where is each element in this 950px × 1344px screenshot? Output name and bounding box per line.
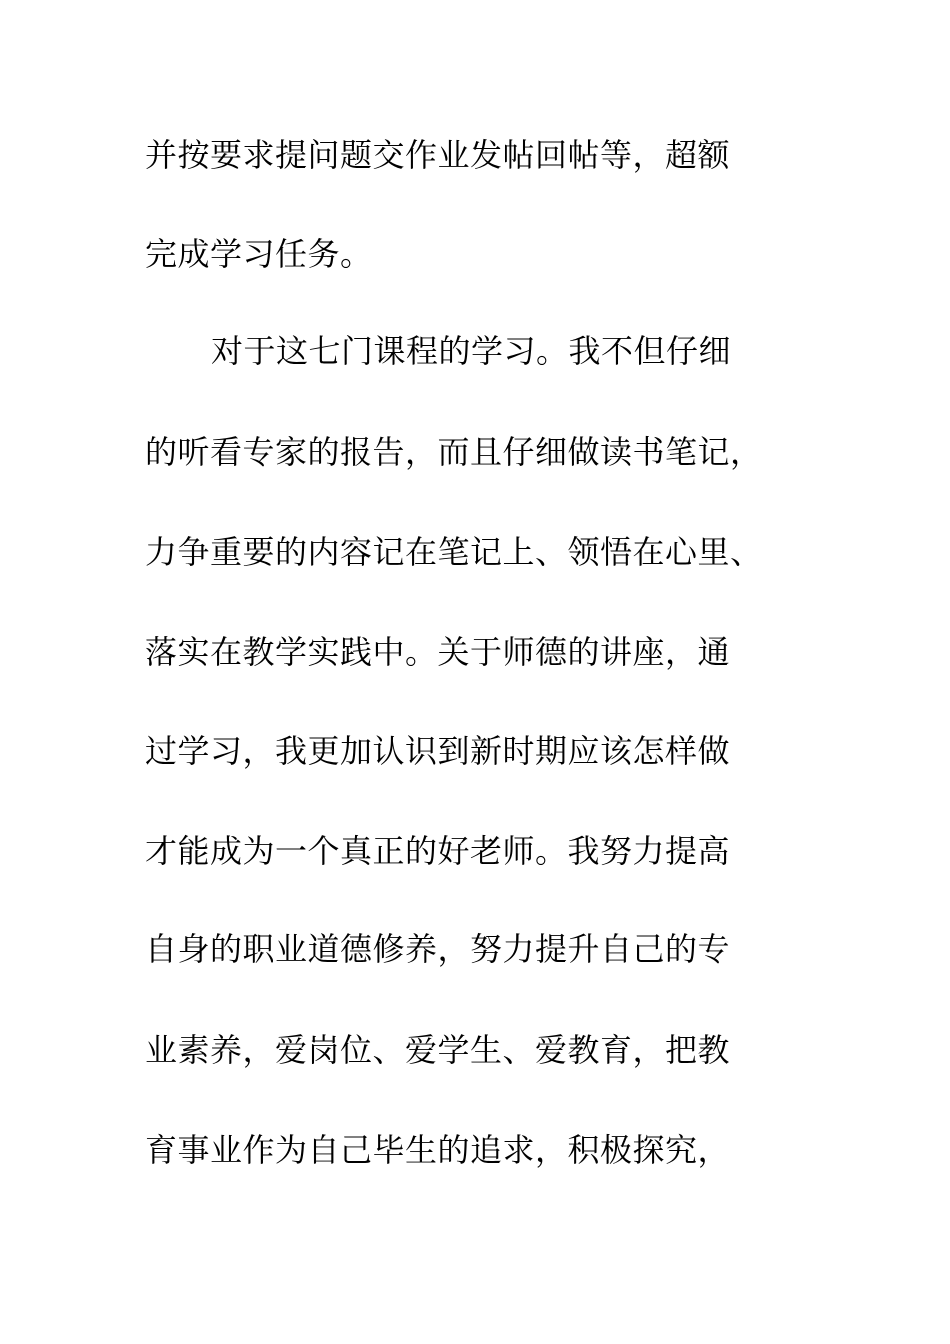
paragraph-line: 并按要求提问题交作业发帖回帖等，超额	[145, 136, 731, 174]
paragraph-first-line: 对于这七门课程的学习。我不但仔细	[211, 332, 732, 370]
paragraph-line: 的听看专家的报告，而且仔细做读书笔记，	[145, 433, 763, 471]
paragraph-line: 落实在教学实践中。关于师德的讲座，通	[145, 633, 731, 671]
paragraph-line: 完成学习任务。	[145, 235, 373, 273]
paragraph-line: 业素养，爱岗位、爱学生、爱教育，把教	[145, 1031, 731, 1069]
paragraph-line: 自身的职业道德修养，努力提升自己的专	[145, 930, 731, 968]
paragraph-line: 过学习，我更加认识到新时期应该怎样做	[145, 732, 731, 770]
paragraph-line: 才能成为一个真正的好老师。我努力提高	[145, 832, 731, 870]
paragraph-line: 力争重要的内容记在笔记上、领悟在心里、	[145, 533, 763, 571]
paragraph-line: 育事业作为自己毕生的追求，积极探究，	[145, 1131, 731, 1169]
